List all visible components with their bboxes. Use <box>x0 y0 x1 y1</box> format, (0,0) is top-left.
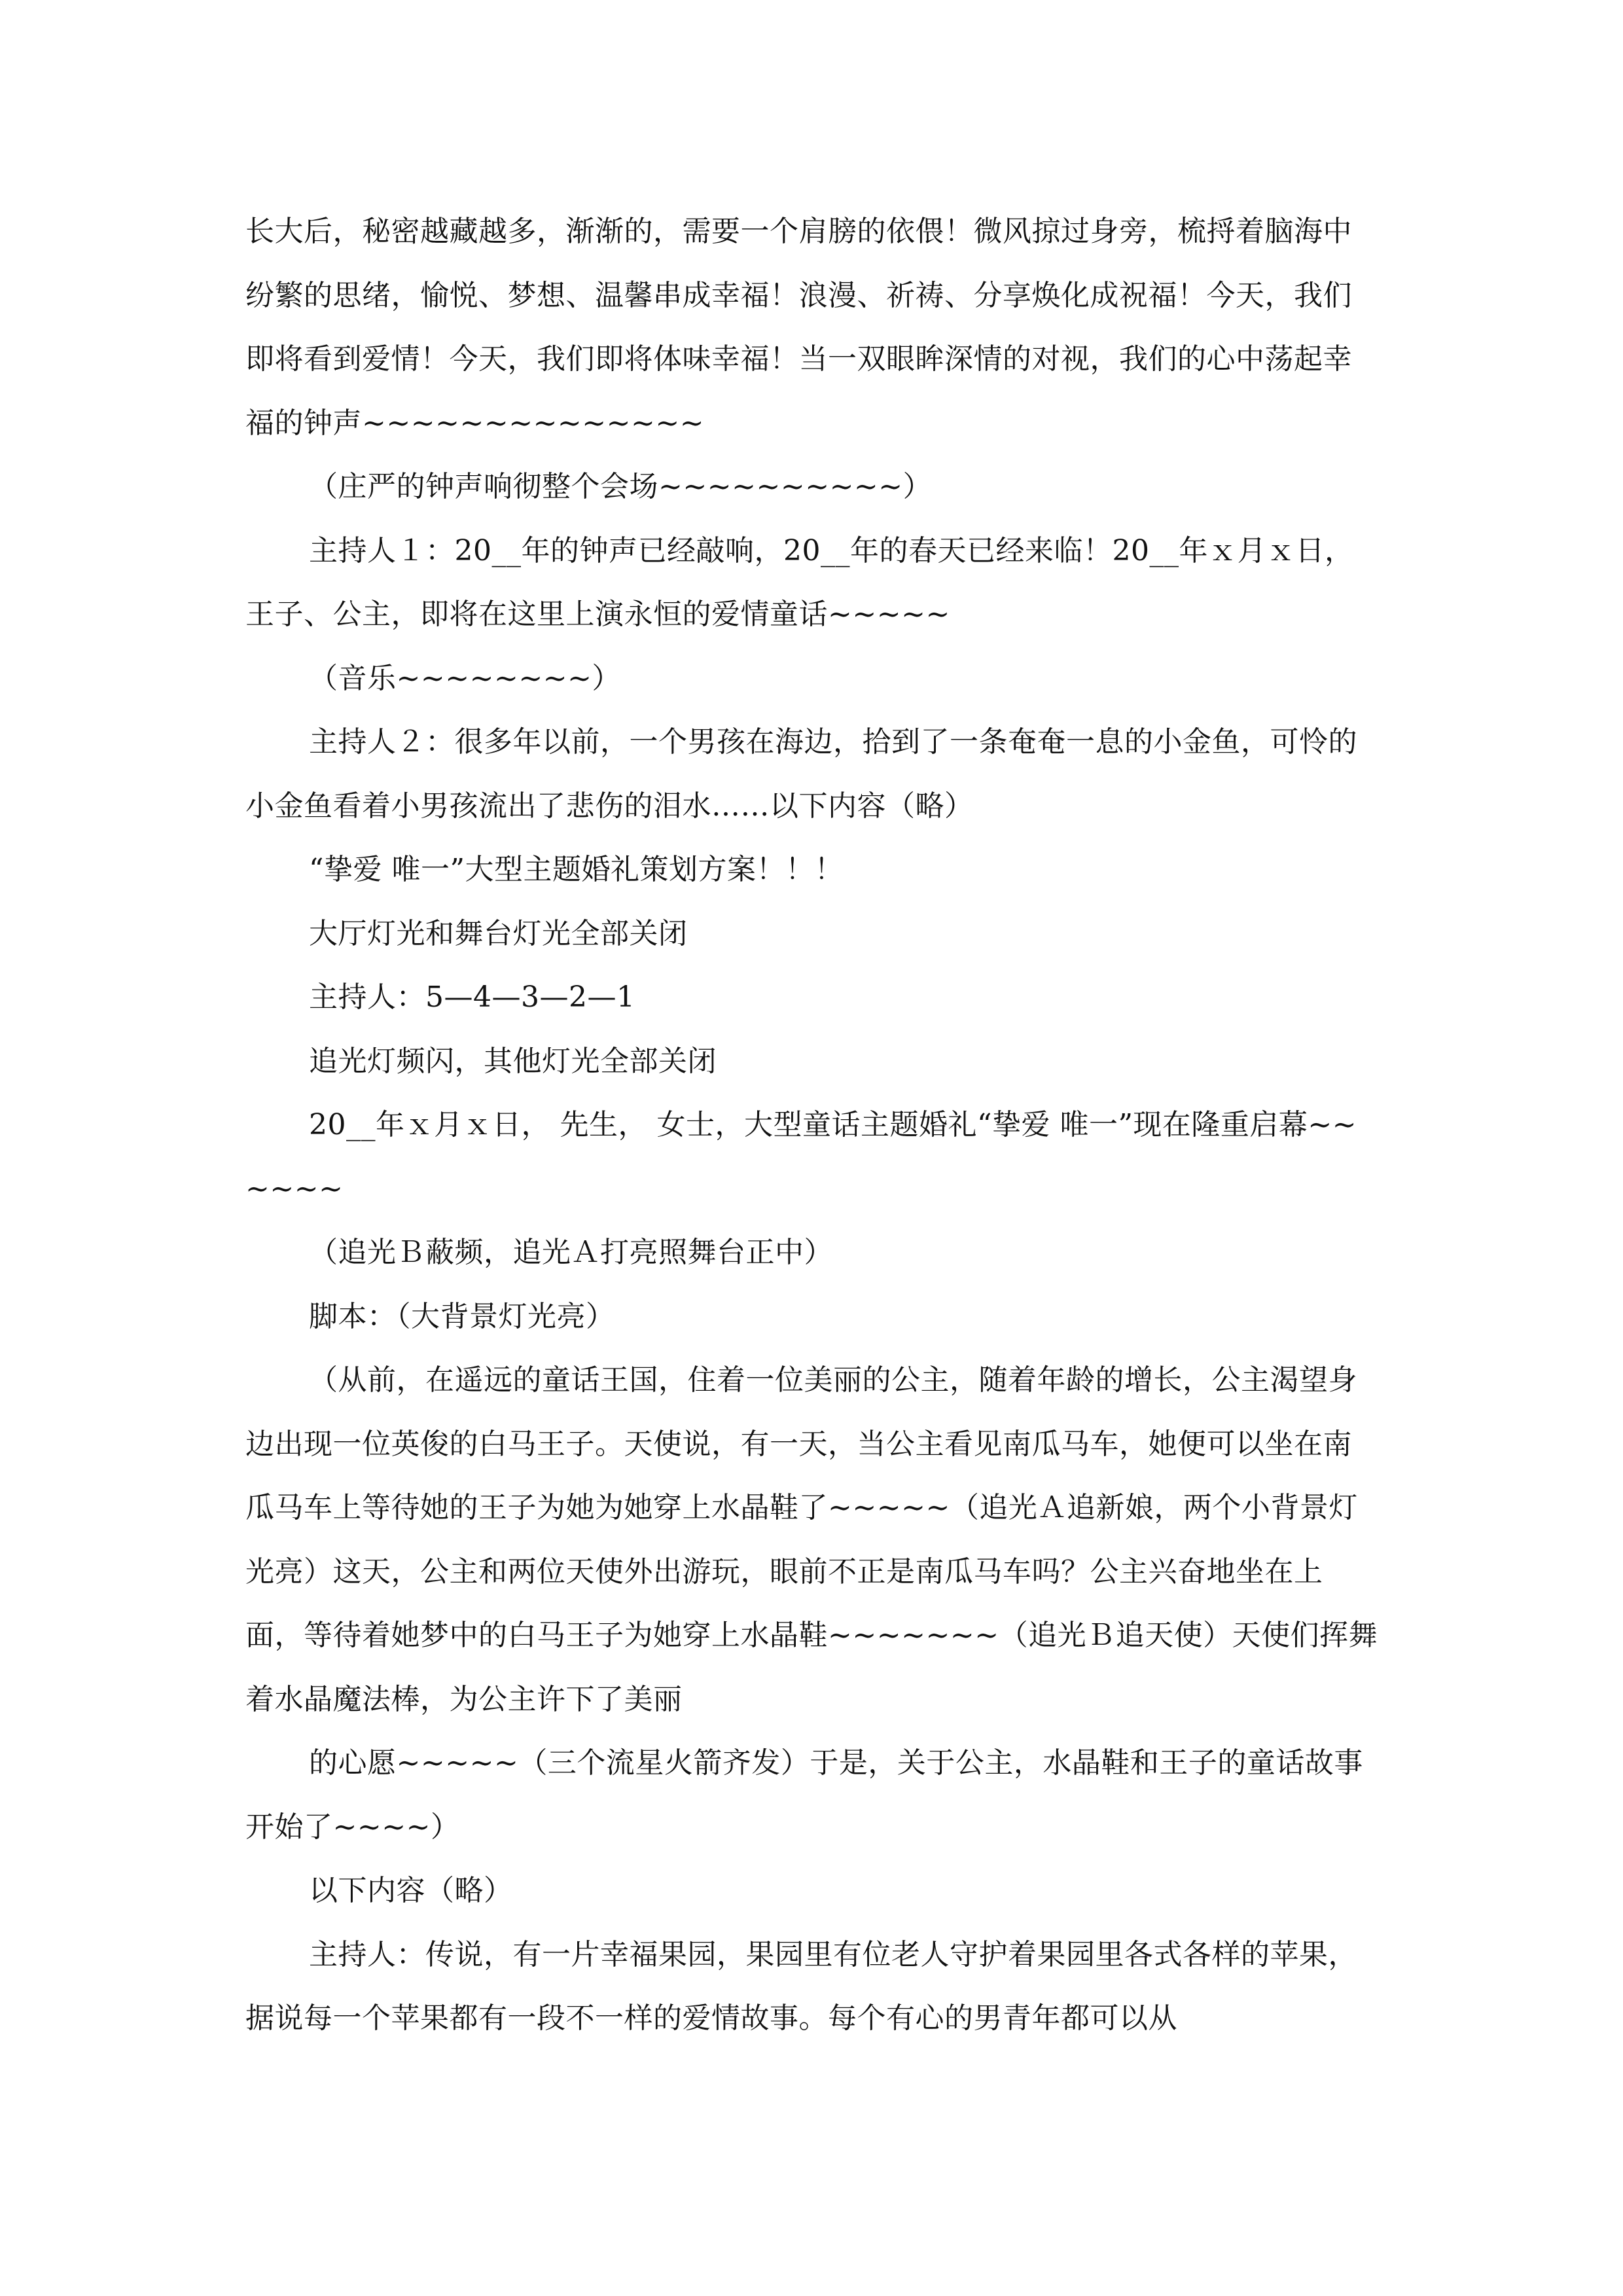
paragraph-countdown: 主持人：5—4—3—2—1 <box>309 980 635 1014</box>
paragraph-script-label: 脚本：（大背景灯光亮） <box>309 1299 615 1333</box>
paragraph-wish-continuation: 的心愿~~~~~（三个流星火箭齐发）于是，关于公主，水晶鞋和王子的童话故事开始了~~~~） <box>245 1746 1363 1844</box>
paragraph-omitted-content: 以下内容（略） <box>309 1874 513 1907</box>
paragraph-opening-announcement: 20__年ｘ月ｘ日， 先生， 女士，大型童话主题婚礼“挚爱 唯一”现在隆重启幕~~~~~~ <box>245 1108 1357 1206</box>
paragraph-opening: 长大后，秘密越藏越多，渐渐的，需要一个肩膀的依偎！微风掠过身旁，梳捋着脑海中纷繁的思绪，愉悦、梦想、温馨串成幸福！浪漫、祈祷、分享焕化成祝福！今天，我们即将看到爱情！今天，我们即将体味幸福！当一双眼眸深情的对视，我们的心中荡起幸福的钟声~~~~~~~~~~~~~~ <box>245 215 1352 440</box>
paragraph-lights-off: 大厅灯光和舞台灯光全部关闭 <box>309 916 688 950</box>
paragraph-music-cue: （音乐~~~~~~~~） <box>309 661 621 695</box>
document-body <box>245 200 1381 2051</box>
paragraph-plan-title: “挚爱 唯一”大型主题婚礼策划方案！！！ <box>309 853 844 886</box>
paragraph-host-1: 主持人１：20__年的钟声已经敲响，20__年的春天已经来临！20__年ｘ月ｘ日，王子、公主，即将在这里上演永恒的爱情童话~~~~~ <box>245 533 1354 631</box>
paragraph-fairy-tale-story: （从前，在遥远的童话王国，住着一位美丽的公主，随着年龄的增长，公主渴望身边出现一位英俊的白马王子。天使说，有一天，当公主看见南瓜马车，她便可以坐在南瓜马车上等待她的王子为她为她穿上水晶鞋了~~~~~（追光Ａ追新娘，两个小背景灯光亮）这天，公主和两位天使外出游玩，眼前不正是南瓜马车吗？公主兴奋地坐在上面，等待着她梦中的白马王子为她穿上水晶鞋~~~~~~~（追光Ｂ追天使）天使们挥舞着水晶魔法棒，为公主许下了美丽 <box>245 1363 1378 1716</box>
paragraph-spotlight-flash: 追光灯频闪，其他灯光全部关闭 <box>309 1044 717 1078</box>
paragraph-spotlight-cue: （追光Ｂ蔽频，追光Ａ打亮照舞台正中） <box>309 1236 833 1269</box>
paragraph-host-2: 主持人２：很多年以前，一个男孩在海边，拾到了一条奄奄一息的小金鱼，可怜的小金鱼看着小男孩流出了悲伤的泪水……以下内容（略） <box>245 725 1357 823</box>
paragraph-host-orchard: 主持人：传说，有一片幸福果园，果园里有位老人守护着果园里各式各样的苹果，据说每一个苹果都有一段不一样的爱情故事。每个有心的男青年都可以从 <box>245 1937 1357 2035</box>
paragraph-bell-stage-direction: （庄严的钟声响彻整个会场~~~~~~~~~~） <box>309 470 933 503</box>
